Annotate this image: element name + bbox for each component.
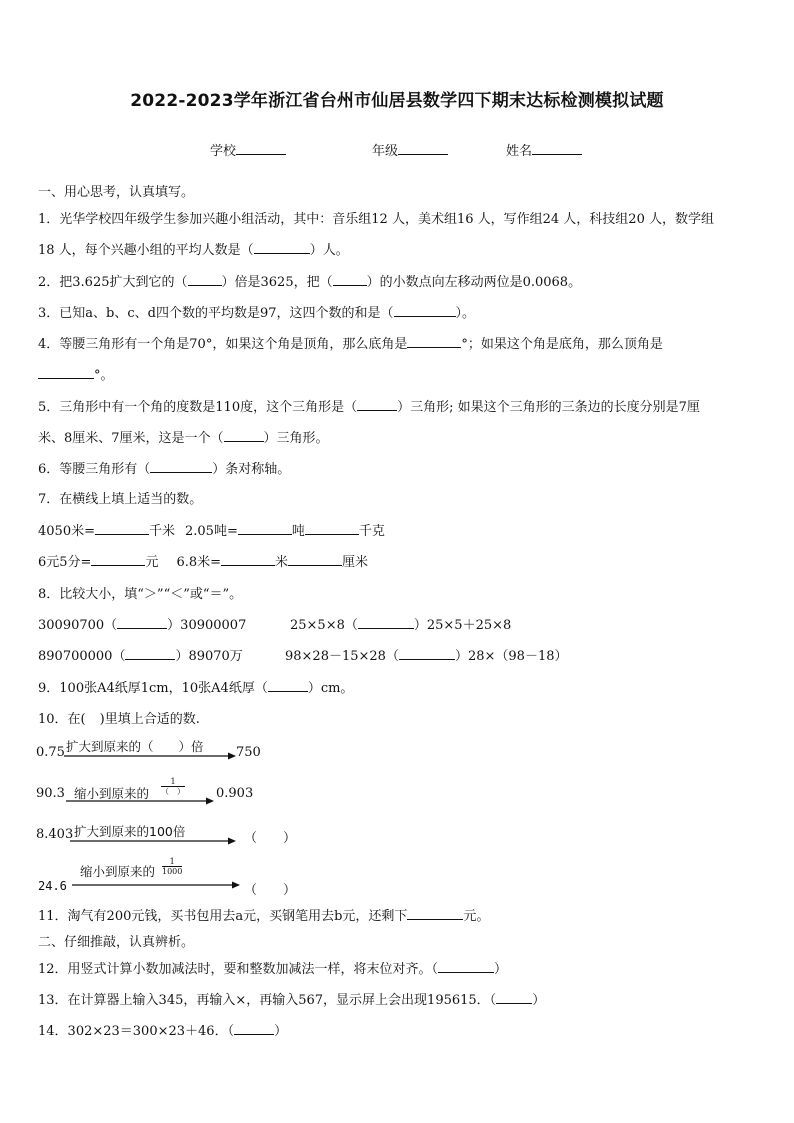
answer-blank[interactable]	[399, 647, 455, 660]
arrow-icon	[66, 797, 214, 805]
answer-blank[interactable]	[496, 991, 532, 1004]
answer-blank[interactable]	[254, 241, 310, 254]
conversion-row-2-start: 90.3	[36, 786, 65, 801]
answer-blank[interactable]	[407, 907, 463, 920]
answer-blank[interactable]	[357, 398, 397, 411]
answer-blank[interactable]	[238, 522, 292, 535]
question-5-line-1: 5．三角形中有一个角的度数是110度，这个三角形是（ ）三角形; 如果这个三角形的三条边的长度分别是7厘	[38, 400, 700, 415]
question-12: 12．用竖式计算小数加减法时，要和整数加减法一样，将末位对齐。（ ）	[38, 962, 508, 977]
section-1-heading: 一、用心思考，认真填写。	[38, 185, 195, 200]
answer-blank[interactable]	[407, 335, 461, 348]
question-4-line-1: 4．等腰三角形有一个角是70°，如果这个角是顶角，那么底角是 °；如果这个角是底角，那么顶角是	[38, 337, 663, 352]
page-title: 2022-2023学年浙江省台州市仙居县数学四下期末达标检测模拟试题	[130, 91, 664, 111]
question-7-row-2: 6元5分= 元 6.8米= 米 厘米	[38, 555, 369, 570]
answer-blank[interactable]	[305, 522, 359, 535]
answer-blank[interactable]	[358, 616, 414, 629]
school-blank[interactable]	[236, 142, 286, 155]
question-9: 9．100张A4纸厚1cm，10张A4纸厚（ ）cm。	[38, 681, 354, 696]
grade-blank[interactable]	[398, 142, 448, 155]
conversion-row-4-start: 24.6	[38, 879, 67, 893]
conversion-row-4-end[interactable]: （ ）	[244, 883, 297, 898]
conversion-row-3-label: 扩大到原来的100倍	[74, 824, 186, 839]
conversion-row-1-end: 750	[236, 745, 261, 760]
answer-blank[interactable]	[394, 304, 456, 317]
question-6: 6．等腰三角形有（ ）条对称轴。	[38, 462, 291, 477]
answer-blank[interactable]	[221, 553, 275, 566]
question-4-line-2: °。	[38, 364, 114, 383]
answer-blank[interactable]	[91, 553, 145, 566]
question-1-line-2: 18 人，每个兴趣小组的平均人数是（ ）人。	[38, 243, 349, 258]
fraction: 1 （ ）	[161, 777, 185, 796]
section-2-heading: 二、仔细推敲，认真辨析。	[38, 935, 195, 950]
question-8-row-2: 890700000（ ）89070万	[38, 649, 243, 664]
answer-blank[interactable]	[117, 616, 167, 629]
conversion-row-1-label: 扩大到原来的（ ）倍	[66, 739, 204, 754]
answer-blank[interactable]	[125, 647, 175, 660]
question-7-heading: 7．在横线上填上适当的数。	[38, 492, 203, 507]
question-1-line-1: 1．光华学校四年级学生参加兴趣小组活动，其中：音乐组12 人，美术组16 人，写作组24 人，科技组20 人，数学组	[38, 212, 714, 227]
answer-blank[interactable]	[268, 679, 308, 692]
arrow-icon	[64, 752, 236, 760]
question-2: 2．把3.625扩大到它的（ ）倍是3625，把（ ）的小数点向左移动两位是0.0068。	[38, 275, 582, 290]
answer-blank[interactable]	[333, 273, 367, 286]
answer-blank[interactable]	[38, 366, 94, 379]
question-10-heading: 10．在( )里填上合适的数.	[38, 712, 200, 727]
question-8-row-2-right: 98×28－15×28（ ）28×（98－18）	[285, 649, 568, 664]
conversion-row-2-end: 0.903	[216, 786, 254, 801]
conversion-row-3-end[interactable]: （ ）	[244, 831, 297, 846]
conversion-row-2-label: 缩小到原来的	[74, 786, 150, 801]
grade-field: 年级	[372, 140, 448, 159]
arrow-icon	[72, 881, 240, 889]
name-blank[interactable]	[532, 142, 582, 155]
question-8-row-1: 30090700（ ）30900007	[38, 618, 247, 633]
answer-blank[interactable]	[150, 460, 212, 473]
answer-blank[interactable]	[288, 553, 342, 566]
answer-blank[interactable]	[234, 1022, 274, 1035]
question-5-line-2: 米、8厘米、7厘米，这是一个（ ）三角形。	[38, 431, 329, 446]
fraction: $\frac{1}{1000}$	[162, 857, 183, 876]
conversion-row-4-label: 缩小到原来的	[80, 864, 156, 879]
conversion-row-3-start: 8.403	[36, 827, 74, 842]
question-14: 14．302×23＝300×23＋46．（ ）	[38, 1024, 288, 1039]
conversion-row-1-start: 0.75	[36, 745, 65, 760]
answer-blank[interactable]	[188, 273, 222, 286]
arrow-icon	[70, 837, 236, 845]
school-field: 学校	[210, 140, 286, 159]
question-7-row-1: 4050米= 千米 2.05吨= 吨 千克	[38, 524, 385, 539]
question-8-heading: 8．比较大小，填“＞”“＜”或“＝”。	[38, 587, 243, 602]
question-8-row-1-right: 25×5×8（ ）25×5＋25×8	[290, 618, 512, 633]
answer-blank[interactable]	[224, 429, 264, 442]
answer-blank[interactable]	[95, 522, 149, 535]
answer-blank[interactable]	[438, 960, 494, 973]
question-13: 13．在计算器上输入345，再输入×，再输入567，显示屏上会出现195615．（ ）	[38, 993, 546, 1008]
question-11: 11．淘气有200元钱，买书包用去a元，买钢笔用去b元，还剩下 元。	[38, 909, 490, 924]
question-3: 3．已知a、b、c、d四个数的平均数是97，这四个数的和是（ ）。	[38, 306, 476, 321]
name-field: 姓名	[506, 140, 582, 159]
